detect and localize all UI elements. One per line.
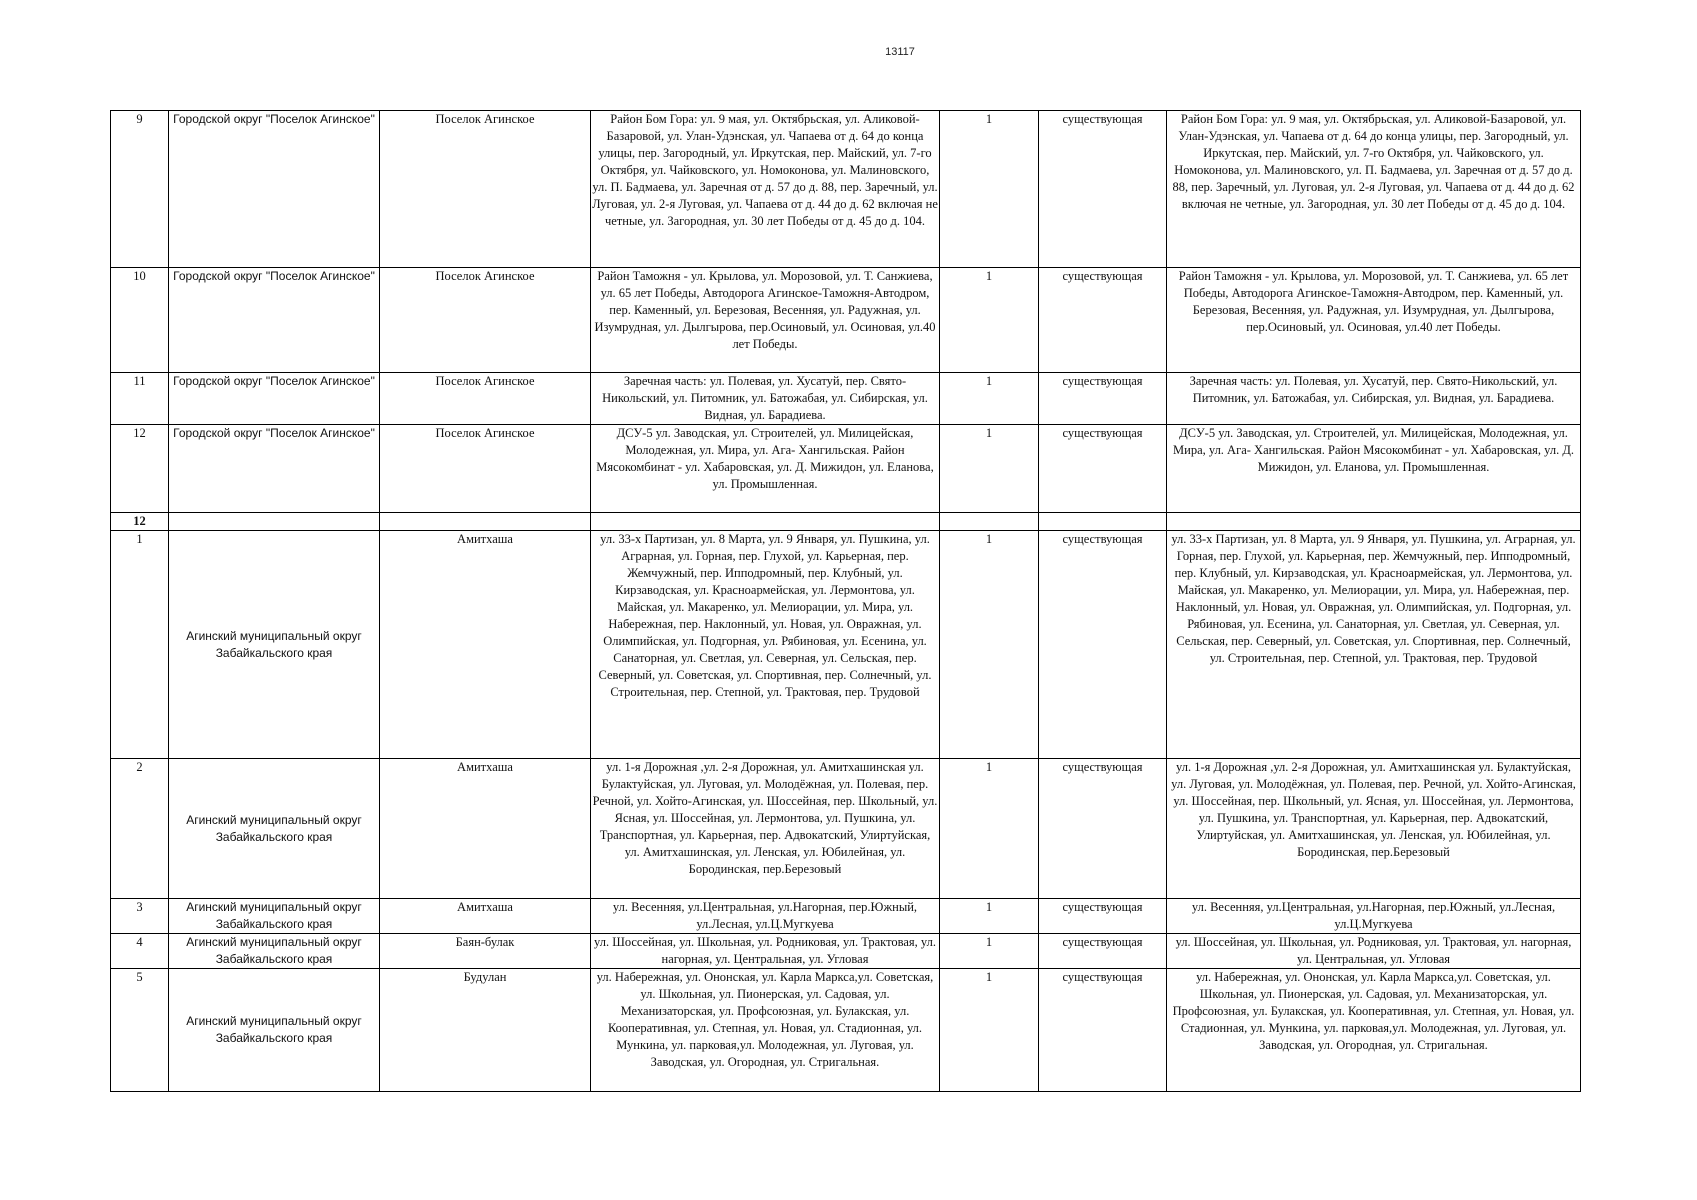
settlement-cell: Поселок Агинское (380, 111, 591, 268)
streets-cell: ДСУ-5 ул. Заводская, ул. Строителей, ул. Милицейская, Молодежная, ул. Мира, ул. Ага- Хангильская. Район Мясокомбинат - ул. Хабаровская, ул. Д. Мижидон, ул. Еланова, ул. Промышленная. (591, 425, 940, 513)
empty-cell (591, 513, 940, 531)
streets-cell: ул. Набережная, ул. Ононская, ул. Карла Маркса,ул. Советская, ул. Школьная, ул. Пионерская, ул. Садовая, ул. Механизаторская, ул. Профсоюзная, ул. Булакская, ул. Кооперативная, ул. Степная, ул. Новая, ул. Стадионная, ул. Мункина, ул. парковая,ул. Молодежная, ул. Луговая, ул. Заводская, ул. Огородная, ул. Стригальная. (591, 969, 940, 1092)
empty-cell (1167, 513, 1581, 531)
region-cell: Городской округ "Поселок Агинское" (169, 373, 380, 425)
empty-cell (940, 513, 1039, 531)
region-cell: Агинский муниципальный округ Забайкальского края (169, 934, 380, 969)
settlement-cell: Поселок Агинское (380, 425, 591, 513)
streets-cell-2: ул. Шоссейная, ул. Школьная, ул. Родниковая, ул. Трактовая, ул. нагорная, ул. Центральная, ул. Угловая (1167, 934, 1581, 969)
settlement-cell: Будулан (380, 969, 591, 1092)
row-number: 3 (111, 899, 169, 934)
row-number: 11 (111, 373, 169, 425)
region-cell: Агинский муниципальный округ Забайкальского края (169, 899, 380, 934)
region-cell: Городской округ "Поселок Агинское" (169, 425, 380, 513)
region-cell: Агинский муниципальный округ Забайкальского края (169, 969, 380, 1092)
streets-cell: ул. 33-х Партизан, ул. 8 Марта, ул. 9 Января, ул. Пушкина, ул. Аграрная, ул. Горная, пер. Глухой, ул. Карьерная, пер. Жемчужный, пер. Ипподромный, пер. Клубный, ул. Кирзаводская, ул. Красноармейская, ул. Лермонтова, ул. Майская, ул. Макаренко, ул. Мелиорации, ул. Мира, ул. Набережная, пер. Наклонный, ул. Новая, ул. Овражная, ул. Олимпийская, ул. Подгорная, ул. Рябиновая, ул. Есенина, ул. Санаторная, ул. Светлая, ул. Северная, ул. Сельская, пер. Северный, ул. Советская, ул. Спортивная, пер. Солнечный, ул. Строительная, пер. Степной, ул. Трактовая, пер. Трудовой (591, 531, 940, 759)
table-row (111, 425, 1581, 513)
settlement-cell: Баян-булак (380, 934, 591, 969)
empty-cell (380, 513, 591, 531)
status-cell: существующая (1039, 759, 1167, 899)
row-number: 4 (111, 934, 169, 969)
table-row (111, 969, 1581, 1092)
count-cell: 1 (940, 969, 1039, 1092)
status-cell: существующая (1039, 425, 1167, 513)
streets-cell-2: Заречная часть: ул. Полевая, ул. Хусатуй, пер. Свято-Никольский, ул. Питомник, ул. Батожабая, ул. Сибирская, ул. Видная, ул. Барадиева. (1167, 373, 1581, 425)
group-row (111, 513, 1581, 531)
row-number: 2 (111, 759, 169, 899)
region-cell: Агинский муниципальный округ Забайкальского края (169, 759, 380, 899)
status-cell: существующая (1039, 969, 1167, 1092)
count-cell: 1 (940, 268, 1039, 373)
settlement-cell: Амитхаша (380, 899, 591, 934)
row-number: 10 (111, 268, 169, 373)
table-row (111, 531, 1581, 759)
count-cell: 1 (940, 111, 1039, 268)
status-cell: существующая (1039, 934, 1167, 969)
region-cell: Городской округ "Поселок Агинское" (169, 111, 380, 268)
table-row (111, 111, 1581, 268)
status-cell: существующая (1039, 268, 1167, 373)
streets-cell-2: ул. Набережная, ул. Ононская, ул. Карла Маркса,ул. Советская, ул. Школьная, ул. Пионерская, ул. Садовая, ул. Механизаторская, ул. Профсоюзная, ул. Булакская, ул. Кооперативная, ул. Степная, ул. Новая, ул. Стадионная, ул. Мункина, ул. парковая,ул. Молодежная, ул. Луговая, ул. Заводская, ул. Огородная, ул. Стригальная. (1167, 969, 1581, 1092)
streets-cell-2: ул. 1-я Дорожная ,ул. 2-я Дорожная, ул. Амитхашинская ул. Булактуйская, ул. Луговая, ул. Молодёжная, ул. Полевая, пер. Речной, ул. Хойто-Агинская, ул. Шоссейная, пер. Школьный, ул. Ясная, ул. Шоссейная, ул. Лермонтова, ул. Пушкина, ул. Транспортная, ул. Карьерная, пер. Адвокатский, Улиртуйская, ул. Амитхашинская, ул. Ленская, ул. Юбилейная, ул. Бородинская, пер.Березовый (1167, 759, 1581, 899)
table-row (111, 268, 1581, 373)
row-number: 1 (111, 531, 169, 759)
status-cell: существующая (1039, 111, 1167, 268)
streets-cell: ул. Весенняя, ул.Центральная, ул.Нагорная, пер.Южный, ул.Лесная, ул.Ц.Мугкуева (591, 899, 940, 934)
settlement-cell: Поселок Агинское (380, 373, 591, 425)
count-cell: 1 (940, 425, 1039, 513)
table-row (111, 759, 1581, 899)
count-cell: 1 (940, 759, 1039, 899)
streets-cell-2: ул. 33-х Партизан, ул. 8 Марта, ул. 9 Января, ул. Пушкина, ул. Аграрная, ул. Горная, пер. Глухой, ул. Карьерная, пер. Жемчужный, пер. Ипподромный, пер. Клубный, ул. Кирзаводская, ул. Красноармейская, ул. Лермонтова, ул. Майская, ул. Макаренко, ул. Мелиорации, ул. Мира, ул. Набережная, пер. Наклонный, ул. Новая, ул. Овражная, ул. Олимпийская, ул. Подгорная, ул. Рябиновая, ул. Есенина, ул. Санаторная, ул. Светлая, ул. Северная, ул. Сельская, пер. Северный, ул. Советская, ул. Спортивная, пер. Солнечный, ул. Строительная, пер. Степной, ул. Трактовая, пер. Трудовой (1167, 531, 1581, 759)
streets-cell-2: ул. Весенняя, ул.Центральная, ул.Нагорная, пер.Южный, ул.Лесная, ул.Ц.Мугкуева (1167, 899, 1581, 934)
row-number: 9 (111, 111, 169, 268)
count-cell: 1 (940, 934, 1039, 969)
table-row (111, 373, 1581, 425)
table-row (111, 934, 1581, 969)
streets-cell-2: ДСУ-5 ул. Заводская, ул. Строителей, ул. Милицейская, Молодежная, ул. Мира, ул. Ага- Хангильская. Район Мясокомбинат - ул. Хабаровская, ул. Д. Мижидон, ул. Еланова, ул. Промышленная. (1167, 425, 1581, 513)
empty-cell (1039, 513, 1167, 531)
status-cell: существующая (1039, 899, 1167, 934)
streets-cell: Район Таможня - ул. Крылова, ул. Морозовой, ул. Т. Санжиева, ул. 65 лет Победы, Автодорога Агинское-Таможня-Автодром, пер. Каменный, ул. Березовая, Весенняя, ул. Радужная, ул. Изумрудная, ул. Дылгырова, пер.Осиновый, ул. Осиновая, ул.40 лет Победы. (591, 268, 940, 373)
streets-cell-2: Район Бом Гора: ул. 9 мая, ул. Октябрьская, ул. Аликовой-Базаровой, ул. Улан-Удэнская, ул. Чапаева от д. 64 до конца улицы, пер. Загородный, ул. Иркутская, пер. Майский, ул. 7-го Октября, ул. Чайковского, ул. Номоконова, ул. Малиновского, ул. П. Бадмаева, ул. Заречная от д. 57 до д. 88, пер. Заречный, ул. Луговая, ул. 2-я Луговая, ул. Чапаева от д. 44 до д. 62 включая не четные, ул. Загородная, ул. 30 лет Победы от д. 45 до д. 104. (1167, 111, 1581, 268)
count-cell: 1 (940, 531, 1039, 759)
count-cell: 1 (940, 373, 1039, 425)
streets-cell: Заречная часть: ул. Полевая, ул. Хусатуй, пер. Свято-Никольский, ул. Питомник, ул. Батожабая, ул. Сибирская, ул. Видная, ул. Барадиева. (591, 373, 940, 425)
settlement-cell: Амитхаша (380, 531, 591, 759)
count-cell: 1 (940, 899, 1039, 934)
empty-cell (169, 513, 380, 531)
status-cell: существующая (1039, 373, 1167, 425)
region-cell: Городской округ "Поселок Агинское" (169, 268, 380, 373)
registry-table (110, 110, 1581, 1092)
streets-cell: ул. Шоссейная, ул. Школьная, ул. Родниковая, ул. Трактовая, ул. нагорная, ул. Центральная, ул. Угловая (591, 934, 940, 969)
settlement-cell: Поселок Агинское (380, 268, 591, 373)
row-number: 12 (111, 425, 169, 513)
page-number: 13117 (885, 46, 915, 58)
table-row (111, 899, 1581, 934)
settlement-cell: Амитхаша (380, 759, 591, 899)
status-cell: существующая (1039, 531, 1167, 759)
row-number: 5 (111, 969, 169, 1092)
streets-cell: ул. 1-я Дорожная ,ул. 2-я Дорожная, ул. Амитхашинская ул. Булактуйская, ул. Луговая, ул. Молодёжная, ул. Полевая, пер. Речной, ул. Хойто-Агинская, ул. Шоссейная, пер. Школьный, ул. Ясная, ул. Шоссейная, ул. Лермонтова, ул. Пушкина, ул. Транспортная, ул. Карьерная, пер. Адвокатский, Улиртуйская, ул. Амитхашинская, ул. Ленская, ул. Юбилейная, ул. Бородинская, пер.Березовый (591, 759, 940, 899)
group-number: 12 (111, 513, 169, 531)
region-cell: Агинский муниципальный округ Забайкальского края (169, 531, 380, 759)
streets-cell: Район Бом Гора: ул. 9 мая, ул. Октябрьская, ул. Аликовой-Базаровой, ул. Улан-Удэнская, ул. Чапаева от д. 64 до конца улицы, пер. Загородный, ул. Иркутская, пер. Майский, ул. 7-го Октября, ул. Чайковского, ул. Номоконова, ул. Малиновского, ул. П. Бадмаева, ул. Заречная от д. 57 до д. 88, пер. Заречный, ул. Луговая, ул. 2-я Луговая, ул. Чапаева от д. 44 до д. 62 включая не четные, ул. Загородная, ул. 30 лет Победы от д. 45 до д. 104. (591, 111, 940, 268)
streets-cell-2: Район Таможня - ул. Крылова, ул. Морозовой, ул. Т. Санжиева, ул. 65 лет Победы, Автодорога Агинское-Таможня-Автодром, пер. Каменный, ул. Березовая, Весенняя, ул. Радужная, ул. Изумрудная, ул. Дылгырова, пер.Осиновый, ул. Осиновая, ул.40 лет Победы. (1167, 268, 1581, 373)
